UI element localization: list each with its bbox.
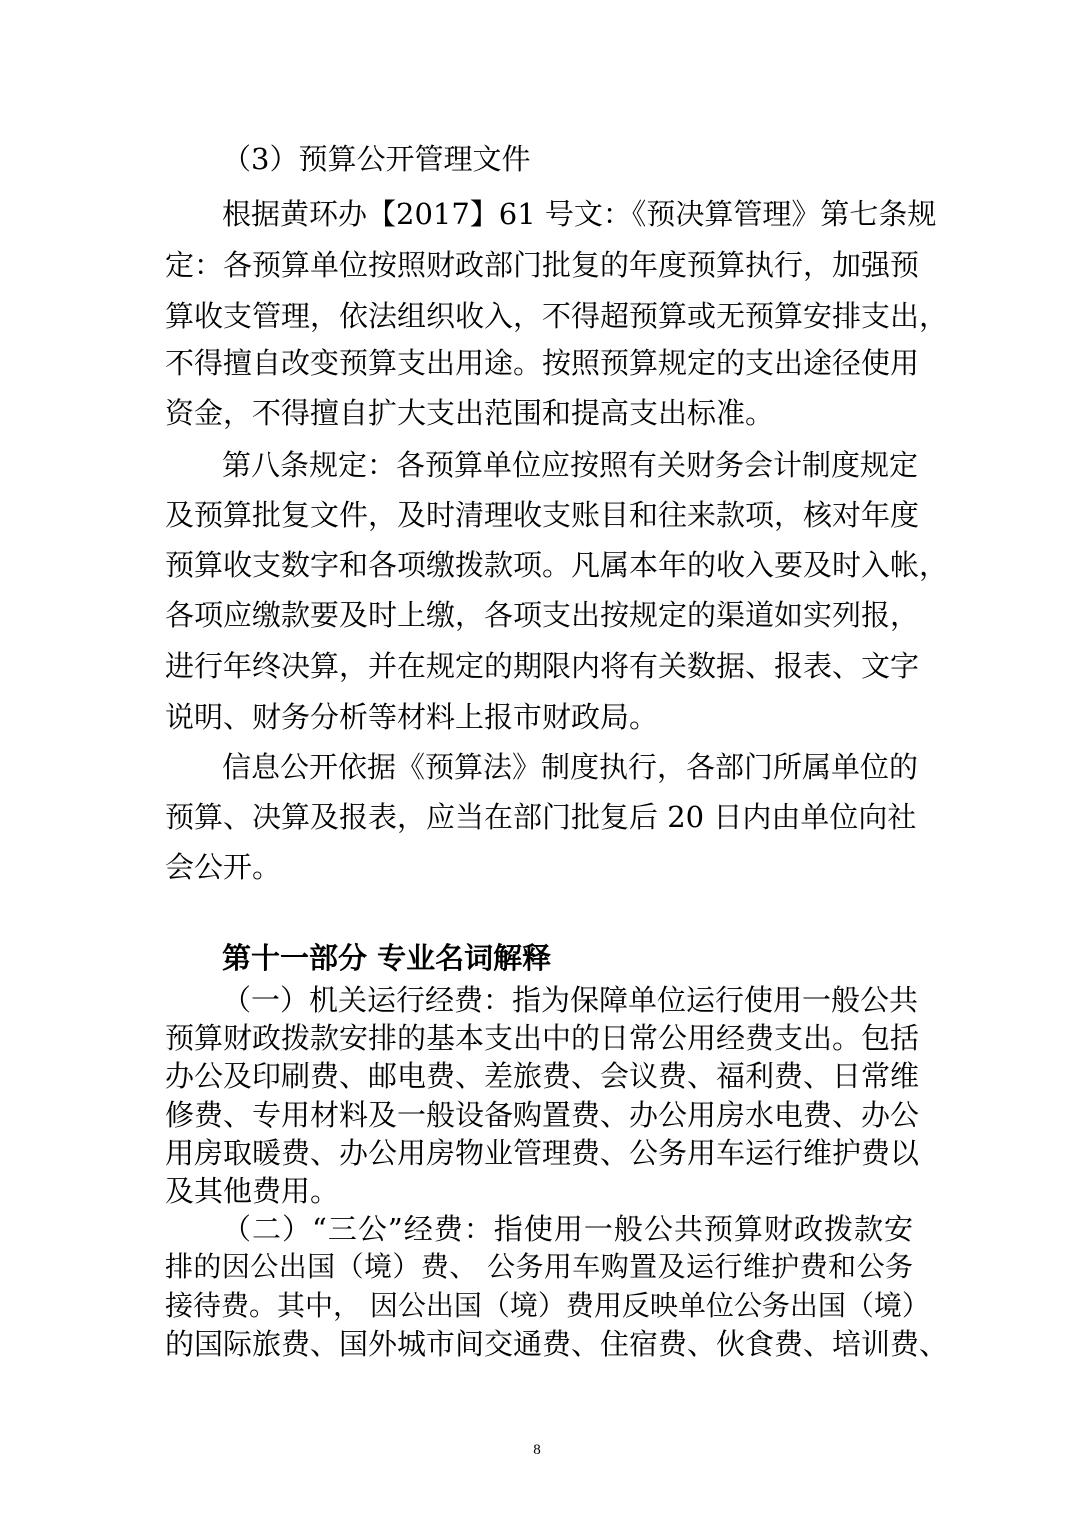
part-11-heading: 第十一部分 专业名词解释 <box>222 941 552 975</box>
paragraph-line: 用房取暖费、办公用房物业管理费、公务用车运行维护费以 <box>165 1136 920 1170</box>
paragraph-line: 及其他费用。 <box>165 1174 340 1208</box>
paragraph-line: 的国际旅费、国外城市间交通费、住宿费、伙食费、培训费、 <box>165 1327 949 1361</box>
paragraph-line: （一）机关运行经费：指为保障单位运行使用一般公共 <box>222 983 919 1017</box>
paragraph-line: 说明、财务分析等材料上报市财政局。 <box>165 700 659 734</box>
paragraph-line: （二）“三公”经费：指使用一般公共预算财政拨款安 <box>222 1212 913 1246</box>
paragraph-line: 排的因公出国（境）费、 公务用车购置及运行维护费和公务 <box>165 1250 913 1283</box>
paragraph-line: 会公开。 <box>165 850 282 884</box>
paragraph-line: 预算收支数字和各项缴拨款项。凡属本年的收入要及时入帐， <box>165 548 949 582</box>
paragraph-line: 各项应缴款要及时上缴，各项支出按规定的渠道如实列报， <box>165 598 920 632</box>
page-number: 8 <box>533 1442 541 1458</box>
paragraph-line: 信息公开依据《预算法》制度执行，各部门所属单位的 <box>222 750 919 784</box>
paragraph-line: 第八条规定：各预算单位应按照有关财务会计制度规定 <box>222 448 919 482</box>
paragraph-line: 算收支管理，依法组织收入，不得超预算或无预算安排支出， <box>165 299 949 333</box>
section-3-title: （3）预算公开管理文件 <box>222 142 531 176</box>
paragraph-line: 进行年终决算，并在规定的期限内将有关数据、报表、文字 <box>165 649 920 683</box>
paragraph-line: 预算、决算及报表，应当在部门批复后 20 日内由单位向社 <box>165 800 917 834</box>
paragraph-line: 修费、专用材料及一般设备购置费、办公用房水电费、办公 <box>165 1098 920 1132</box>
paragraph-line: 定：各预算单位按照财政部门批复的年度预算执行，加强预 <box>165 248 920 282</box>
paragraph-line: 办公及印刷费、邮电费、差旅费、会议费、福利费、日常维 <box>165 1059 920 1093</box>
paragraph-line: 预算财政拨款安排的基本支出中的日常公用经费支出。包括 <box>165 1021 920 1055</box>
paragraph-line: 资金，不得擅自扩大支出范围和提高支出标准。 <box>165 396 775 430</box>
paragraph-line: 根据黄环办【2017】61 号文：《预决算管理》第七条规 <box>222 197 937 231</box>
paragraph-line: 接待费。其中， 因公出国（境）费用反映单位公务出国（境） <box>165 1289 930 1322</box>
paragraph-line: 及预算批复文件，及时清理收支账目和往来款项，核对年度 <box>165 498 920 532</box>
paragraph-line: 不得擅自改变预算支出用途。按照预算规定的支出途径使用 <box>165 346 920 380</box>
